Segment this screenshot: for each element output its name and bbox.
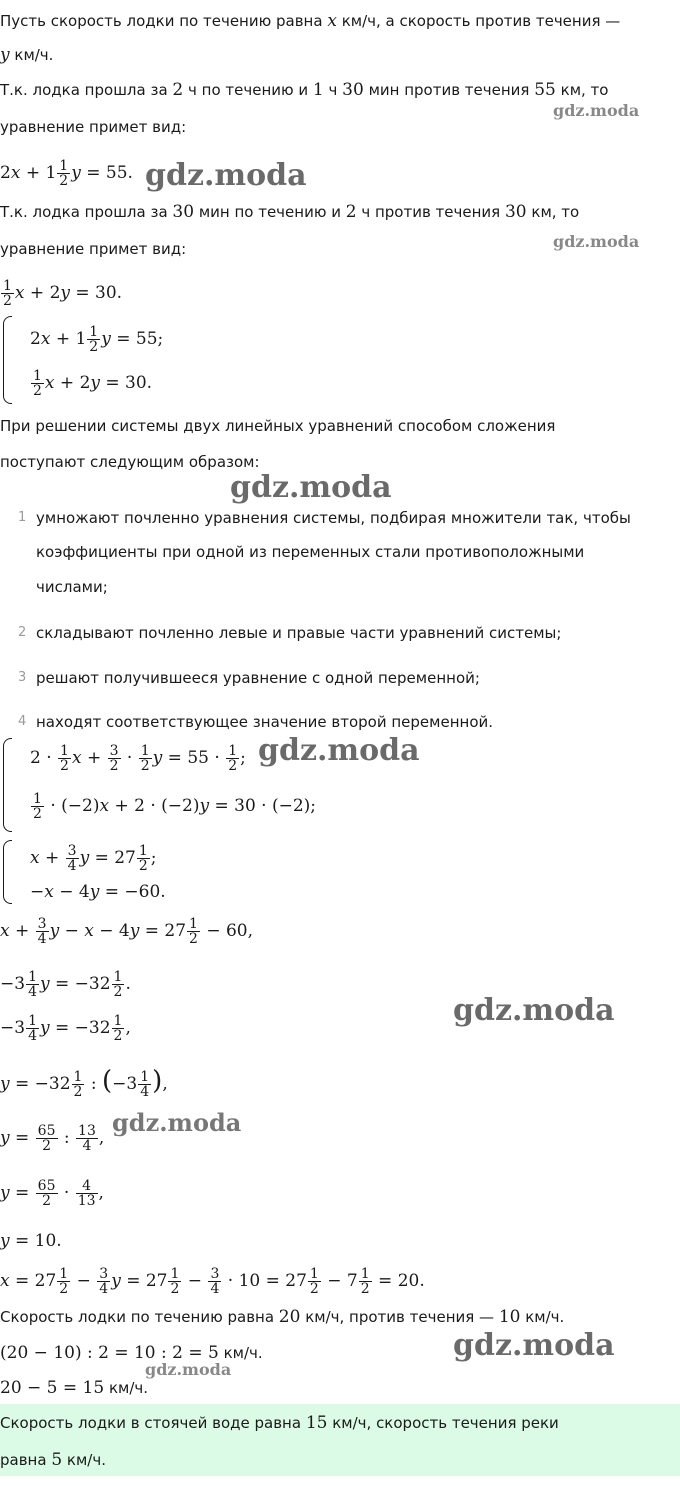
equation-1: 2x + 1 $\frac{1}{2}$ y = 55. — [0, 158, 133, 189]
step-3: −3 $\frac{1}{4}$ y = −32 $\frac{1}{2}$ , — [0, 1013, 131, 1044]
watermark: gdz.moda — [258, 733, 420, 768]
step-y-value: y = 10. — [0, 1231, 62, 1251]
step-6: y = $\frac{65}{2}$ · $\frac{4}{13}$ , — [0, 1178, 104, 1209]
condition-2-line-2: уравнение примет вид: — [0, 240, 187, 258]
watermark: gdz.moda — [145, 158, 307, 193]
watermark: gdz.moda — [145, 1360, 232, 1379]
intro-line-1: Пусть скорость лодки по течению равна x км/ч, а скорость против течения — — [0, 11, 621, 31]
watermark: gdz.moda — [112, 1108, 242, 1137]
step-2: −3 $\frac{1}{4}$ y = −32 $\frac{1}{2}$ . — [0, 969, 131, 1000]
system-3-brace — [3, 840, 12, 904]
calc-still-water-speed: 20 − 5 = 15 км/ч. — [0, 1378, 149, 1398]
watermark: gdz.moda — [230, 470, 392, 505]
answer-box — [0, 1404, 680, 1476]
system-2-eq-2: $\frac{1}{2}$ · (−2)x + 2 · (−2)y = 30 · (−2); — [33, 791, 317, 822]
watermark: gdz.moda — [453, 1328, 615, 1363]
watermark: gdz.moda — [553, 101, 640, 120]
step-x-value: x = 27 $\frac{1}{2}$ − $\frac{3}{4}$ y = 27 $\frac{1}{2}$ − $\frac{3}{4}$ · 10 = 27 $\frac{1}{2}$ − 7 $\frac{1}{2}$ = 20. — [0, 1266, 425, 1297]
watermark: gdz.moda — [453, 993, 615, 1028]
step-5: y = $\frac{65}{2}$ : $\frac{13}{4}$ , — [0, 1123, 105, 1154]
method-intro-line-1: При решении системы двух линейных уравнений способом сложения — [0, 417, 556, 435]
step-4: y = −32 $\frac{1}{2}$ : (−3 $\frac{1}{4}$ ), — [0, 1066, 168, 1100]
speeds-line: Скорость лодки по течению равна 20 км/ч, против течения — 10 км/ч. — [0, 1307, 565, 1327]
condition-2-line-1: Т.к. лодка прошла за 30 мин по течению и 2 ч против течения 30 км, то — [0, 202, 580, 222]
watermark: gdz.moda — [553, 232, 640, 251]
step-sum: x + $\frac{3}{4}$ y − x − 4y = 27 $\frac{1}{2}$ − 60, — [0, 916, 254, 947]
system-1-eq-2: $\frac{1}{2}$ x + 2y = 30. — [33, 368, 153, 399]
system-3-eq-1: x + $\frac{3}{4}$ y = 27 $\frac{1}{2}$ ; — [30, 843, 157, 874]
system-1-eq-1: 2x + 1 $\frac{1}{2}$ y = 55; — [30, 324, 164, 355]
equation-2: $\frac{1}{2}$ x + 2y = 30. — [3, 278, 123, 309]
intro-line-2: y км/ч. — [0, 45, 54, 65]
calc-stream-speed: (20 − 10) : 2 = 10 : 2 = 5 км/ч. — [0, 1343, 263, 1363]
system-2-eq-1: 2 · $\frac{1}{2}$ x + $\frac{3}{2}$ · $\frac{1}{2}$ y = 55 · $\frac{1}{2}$ ; — [30, 743, 246, 774]
answer-line-2: равна 5 км/ч. — [0, 1450, 106, 1470]
system-3-eq-2: −x − 4y = −60. — [30, 882, 166, 902]
system-2-brace — [3, 738, 12, 832]
method-intro-line-2: поступают следующим образом: — [0, 453, 260, 471]
system-brace — [3, 316, 12, 404]
condition-1-line-2: уравнение примет вид: — [0, 118, 187, 136]
condition-1-line-1: Т.к. лодка прошла за 2 ч по течению и 1 ч 30 мин против течения 55 км, то — [0, 80, 609, 100]
answer-line-1: Скорость лодки в стоячей воде равна 15 км/ч, скорость течения реки — [0, 1413, 559, 1433]
